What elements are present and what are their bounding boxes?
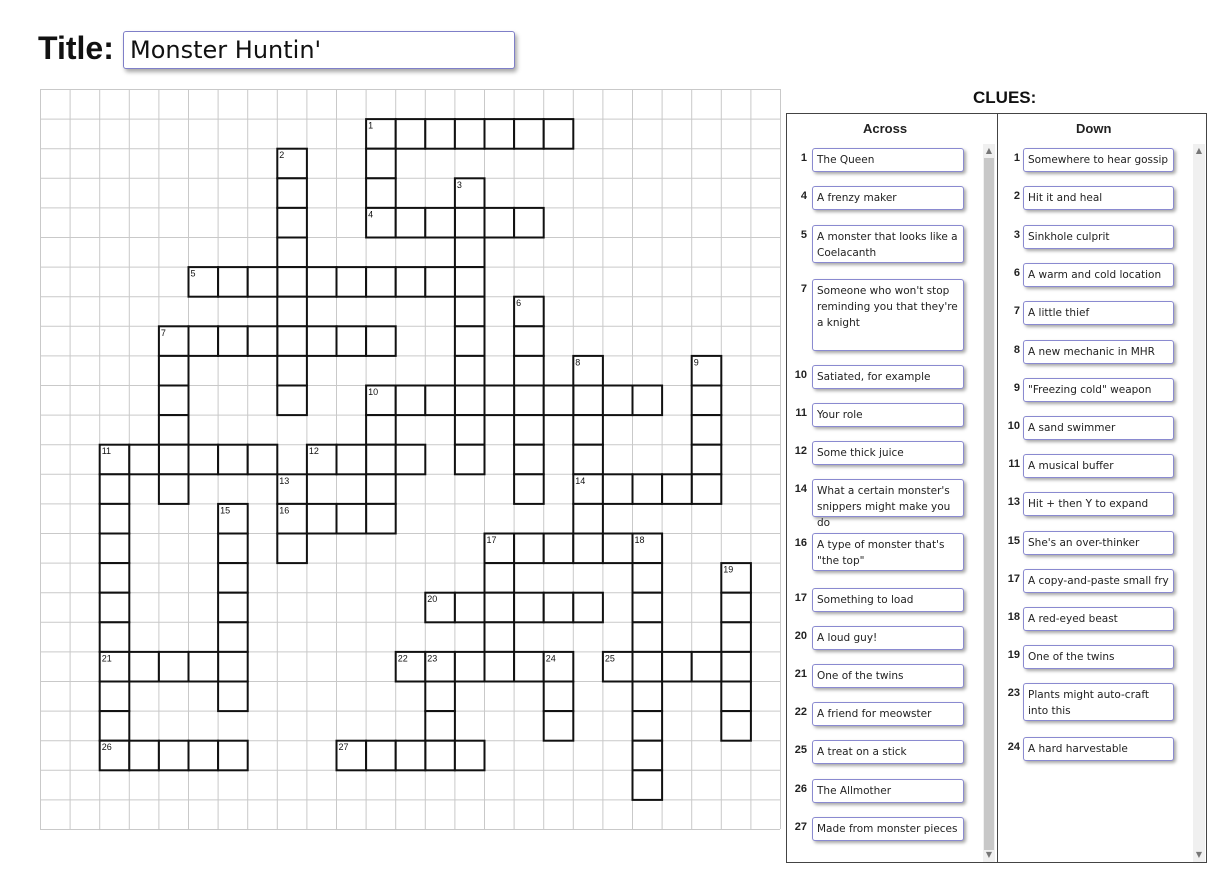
down-clue-number: 11 [1008,458,1020,470]
across-clue-input[interactable]: What a certain monster's snippers might make you do [812,479,964,517]
crossword-cell[interactable] [100,504,130,534]
across-clue-number: 11 [795,407,807,419]
cell-number: 11 [101,446,112,457]
title-input[interactable] [123,31,515,69]
crossword-cell[interactable] [425,119,455,149]
across-clue-number: 21 [794,668,807,680]
cell-number: 27 [338,742,349,753]
down-clue-input[interactable]: A little thief [1023,301,1174,325]
crossword-cell[interactable] [277,356,307,386]
crossword-cell[interactable] [396,208,426,238]
across-clue-input[interactable]: Someone who won't stop reminding you that they're a knight [812,279,964,351]
scroll-down-icon[interactable]: ▼ [1195,850,1203,859]
down-clue-number: 6 [1013,267,1020,279]
across-clue-number: 25 [794,744,807,756]
crossword-cell[interactable] [455,652,485,682]
crossword-cell[interactable] [100,682,130,712]
cell-number: 21 [101,653,112,664]
crossword-cell[interactable] [396,119,426,149]
across-clue-number: 20 [794,630,807,642]
crossword-cell[interactable] [218,326,248,356]
crossword-cell[interactable] [692,445,722,475]
crossword-cell[interactable] [692,386,722,416]
cell-number: 6 [516,298,522,309]
crossword-cell[interactable] [277,238,307,268]
crossword-cell[interactable] [692,652,722,682]
crossword-cell[interactable] [248,267,278,297]
crossword-cell[interactable] [100,534,130,564]
crossword-cell[interactable] [129,445,159,475]
across-clue-input[interactable]: A friend for meowster [812,702,964,726]
crossword-cell[interactable] [218,682,248,712]
crossword-cell[interactable] [633,682,663,712]
down-clue-input[interactable]: A red-eyed beast [1023,607,1174,631]
crossword-cell[interactable] [514,356,544,386]
crossword-cell[interactable] [337,267,367,297]
crossword-cell[interactable] [218,593,248,623]
crossword-cell[interactable] [514,593,544,623]
crossword-cell[interactable] [277,386,307,416]
down-clue-input[interactable]: "Freezing cold" weapon [1023,378,1174,402]
cell-number: 4 [368,209,374,220]
crossword-cell[interactable] [514,119,544,149]
down-clue-input[interactable]: A new mechanic in MHR [1023,340,1174,364]
crossword-cell[interactable] [366,178,396,208]
scroll-thumb[interactable] [984,158,994,850]
crossword-cell[interactable] [603,534,633,564]
crossword-cell[interactable] [159,741,189,771]
across-clue-number: 4 [800,190,807,202]
crossword-cell[interactable] [396,386,426,416]
across-clue-input[interactable]: A loud guy! [812,626,964,650]
scroll-up-icon[interactable]: ▲ [1195,146,1203,155]
crossword-cell[interactable] [425,741,455,771]
crossword-cell[interactable] [603,386,633,416]
crossword-cell[interactable] [277,534,307,564]
cell-number: 20 [427,594,438,605]
crossword-cell[interactable] [633,563,663,593]
crossword-cell[interactable] [277,297,307,327]
crossword-cell[interactable] [662,474,692,504]
down-clue-number: 15 [1007,535,1020,547]
scroll-up-icon[interactable]: ▲ [985,146,993,155]
crossword-cell[interactable] [189,445,219,475]
crossword-cell[interactable] [573,445,603,475]
crossword-cell[interactable] [277,178,307,208]
cell-number: 15 [220,505,231,516]
crossword-cell[interactable] [514,326,544,356]
crossword-cell[interactable] [159,386,189,416]
crossword-cell[interactable] [307,326,337,356]
across-clue-input[interactable]: Your role [812,403,964,427]
crossword-cell[interactable] [455,208,485,238]
down-clue-number: 18 [1007,611,1020,623]
crossword-cell[interactable] [218,741,248,771]
crossword-cell[interactable] [100,622,130,652]
crossword-cell[interactable] [425,208,455,238]
crossword-cell[interactable] [455,593,485,623]
across-clue-input[interactable]: The Queen [812,148,964,172]
crossword-cell[interactable] [721,622,751,652]
crossword-cell[interactable] [307,267,337,297]
cell-number: 5 [190,268,196,279]
crossword-cell[interactable] [573,534,603,564]
crossword-cell[interactable] [248,445,278,475]
cell-number: 10 [368,387,379,397]
down-clue-input[interactable]: Sinkhole culprit [1023,225,1174,249]
crossword-cell[interactable] [159,415,189,445]
cell-number: 8 [575,357,581,368]
across-clue-input[interactable]: Some thick juice [812,441,964,465]
crossword-cell[interactable] [514,652,544,682]
cell-number: 24 [545,653,556,664]
crossword-cell[interactable] [366,741,396,771]
crossword-cell[interactable] [485,652,515,682]
crossword-cell[interactable] [277,208,307,238]
down-clue-number: 1 [1013,152,1020,164]
across-clue-input[interactable]: A treat on a stick [812,740,964,764]
down-clue-number: 23 [1007,687,1020,699]
scroll-down-icon[interactable]: ▼ [985,850,993,859]
across-clue-number: 27 [794,821,807,833]
crossword-cell[interactable] [455,297,485,327]
crossword-cell[interactable] [692,415,722,445]
crossword-cell[interactable] [159,356,189,386]
crossword-cell[interactable] [425,267,455,297]
crossword-cell[interactable] [159,474,189,504]
down-clue-input[interactable]: A musical buffer [1023,454,1174,478]
down-clue-input[interactable]: A hard harvestable [1023,737,1174,761]
crossword-cell[interactable] [573,593,603,623]
down-clue-number: 24 [1007,741,1020,753]
crossword-cell[interactable] [633,593,663,623]
crossword-cell[interactable] [485,622,515,652]
crossword-cell[interactable] [337,326,367,356]
cell-number: 13 [279,475,290,486]
crossword-cell[interactable] [485,593,515,623]
down-clue-input[interactable]: Plants might auto-craft into this [1023,683,1174,721]
cell-number: 26 [101,742,112,753]
cell-number: 3 [456,179,462,190]
crossword-grid[interactable] [40,89,772,831]
cell-number: 2 [279,150,285,161]
down-clue-input[interactable]: A sand swimmer [1023,416,1174,440]
crossword-cell[interactable] [573,415,603,445]
crossword-cell[interactable] [692,474,722,504]
crossword-cell[interactable] [633,770,663,800]
crossword-cell[interactable] [337,445,367,475]
crossword-cell[interactable] [100,711,130,741]
crossword-cell[interactable] [425,711,455,741]
crossword-cell[interactable] [544,534,574,564]
down-scrollbar[interactable] [1193,144,1205,862]
across-clue-input[interactable]: Satiated, for example [812,365,964,389]
crossword-cell[interactable] [573,386,603,416]
crossword-cell[interactable] [544,682,574,712]
across-clue-input[interactable]: The Allmother [812,779,964,803]
across-clue-input[interactable]: A type of monster that's "the top" [812,533,964,571]
down-clue-input[interactable]: One of the twins [1023,645,1174,669]
crossword-cell[interactable] [455,356,485,386]
crossword-cell[interactable] [455,326,485,356]
crossword-cell[interactable] [514,386,544,416]
crossword-cell[interactable] [514,474,544,504]
crossword-cell[interactable] [455,119,485,149]
across-clue-number: 26 [794,783,807,795]
crossword-cell[interactable] [544,119,574,149]
crossword-cell[interactable] [544,593,574,623]
across-clue-input[interactable]: Something to load [812,588,964,612]
crossword-cell[interactable] [633,741,663,771]
crossword-cell[interactable] [100,563,130,593]
crossword-cell[interactable] [218,622,248,652]
crossword-cell[interactable] [455,741,485,771]
crossword-cell[interactable] [218,534,248,564]
down-clue-input[interactable]: She's an over-thinker [1023,531,1174,555]
down-clue-input[interactable]: Hit + then Y to expand [1023,492,1174,516]
across-clue-input[interactable]: One of the twins [812,664,964,688]
crossword-cell[interactable] [514,208,544,238]
cell-number: 22 [397,653,408,664]
down-clue-number: 8 [1013,344,1020,356]
crossword-cell[interactable] [396,741,426,771]
title-label: Title: [38,30,114,66]
crossword-cell[interactable] [425,386,455,416]
clue-panel [786,113,1207,863]
across-heading: Across [863,121,908,136]
across-clue-number: 22 [794,706,807,718]
across-clue-input[interactable]: A monster that looks like a Coelacanth [812,225,964,263]
crossword-cell[interactable] [455,415,485,445]
crossword-cell[interactable] [721,652,751,682]
cell-number: 16 [279,505,290,516]
crossword-cell[interactable] [218,445,248,475]
crossword-cell[interactable] [366,326,396,356]
crossword-cell[interactable] [662,652,692,682]
crossword-cell[interactable] [514,534,544,564]
down-clue-number: 9 [1013,382,1020,394]
down-clue-number: 3 [1013,229,1020,241]
puzzle-cells[interactable] [100,119,751,800]
crossword-cell[interactable] [425,682,455,712]
across-clue-input[interactable]: A frenzy maker [812,186,964,210]
cell-number: 7 [160,327,166,338]
crossword-cell[interactable] [485,563,515,593]
down-clue-number: 19 [1007,649,1020,661]
crossword-cell[interactable] [396,267,426,297]
crossword-cell[interactable] [573,504,603,534]
crossword-cell[interactable] [159,445,189,475]
crossword-cell[interactable] [633,474,663,504]
crossword-cell[interactable] [248,326,278,356]
down-clue-number: 7 [1013,305,1020,317]
down-heading: Down [1076,121,1112,136]
down-clue-number: 13 [1007,496,1020,508]
crossword-cell[interactable] [721,711,751,741]
across-scrollbar[interactable] [983,144,995,862]
crossword-cell[interactable] [633,386,663,416]
crossword-cell[interactable] [366,267,396,297]
crossword-cell[interactable] [455,386,485,416]
crossword-cell[interactable] [485,386,515,416]
cell-number: 25 [604,653,615,664]
crossword-cell[interactable] [366,504,396,534]
across-clue-number: 17 [794,592,807,604]
crossword-cell[interactable] [218,652,248,682]
clues-heading: CLUES: [973,88,1037,107]
across-clue-input[interactable]: Made from monster pieces [812,817,964,841]
across-clue-number: 1 [800,152,807,164]
crossword-cell[interactable] [514,415,544,445]
crossword-cell[interactable] [544,386,574,416]
down-clue-input[interactable]: Somewhere to hear gossip [1023,148,1174,172]
crossword-cell[interactable] [603,474,633,504]
crossword-cell[interactable] [485,208,515,238]
across-clue-number: 12 [794,445,807,457]
cell-number: 1 [368,120,374,131]
crossword-cell[interactable] [366,415,396,445]
cell-number: 19 [723,564,734,575]
down-clue-number: 17 [1007,573,1020,585]
crossword-cell[interactable] [721,593,751,623]
crossword-cell[interactable] [277,326,307,356]
across-clue-number: 5 [800,229,807,241]
crossword-cell[interactable] [337,504,367,534]
crossword-cell[interactable] [100,474,130,504]
crossword-cell[interactable] [455,238,485,268]
crossword-cell[interactable] [189,741,219,771]
crossword-cell[interactable] [514,445,544,475]
cell-number: 12 [308,446,319,457]
down-clue-number: 2 [1013,190,1020,202]
crossword-cell[interactable] [544,711,574,741]
cell-number: 14 [575,475,586,486]
cell-number: 17 [486,535,497,545]
crossword-cell[interactable] [633,652,663,682]
crossword-cell[interactable] [218,267,248,297]
crossword-cell[interactable] [129,741,159,771]
crossword-cell[interactable] [189,326,219,356]
crossword-cell[interactable] [277,267,307,297]
cell-number: 23 [427,653,438,664]
across-clue-number: 14 [794,483,807,495]
cell-number: 9 [693,357,699,368]
crossword-cell[interactable] [721,682,751,712]
crossword-cell[interactable] [633,622,663,652]
crossword-cell[interactable] [366,149,396,179]
crossword-cell[interactable] [218,563,248,593]
down-clue-input[interactable]: A copy-and-paste small fry [1023,569,1174,593]
across-clue-number: 10 [794,369,807,381]
crossword-cell[interactable] [189,652,219,682]
crossword-cell[interactable] [129,652,159,682]
cell-number: 18 [634,535,645,545]
crossword-cell[interactable] [307,504,337,534]
down-clue-input[interactable]: A warm and cold location [1023,263,1174,287]
crossword-cell[interactable] [396,445,426,475]
crossword-cell[interactable] [455,267,485,297]
crossword-cell[interactable] [485,119,515,149]
down-clue-number: 10 [1007,420,1020,432]
down-clue-input[interactable]: Hit it and heal [1023,186,1174,210]
crossword-cell[interactable] [455,445,485,475]
across-clue-number: 7 [800,283,807,295]
crossword-cell[interactable] [366,474,396,504]
crossword-cell[interactable] [100,593,130,623]
crossword-cell[interactable] [633,711,663,741]
crossword-cell[interactable] [159,652,189,682]
across-clue-number: 16 [794,537,807,549]
crossword-cell[interactable] [366,445,396,475]
